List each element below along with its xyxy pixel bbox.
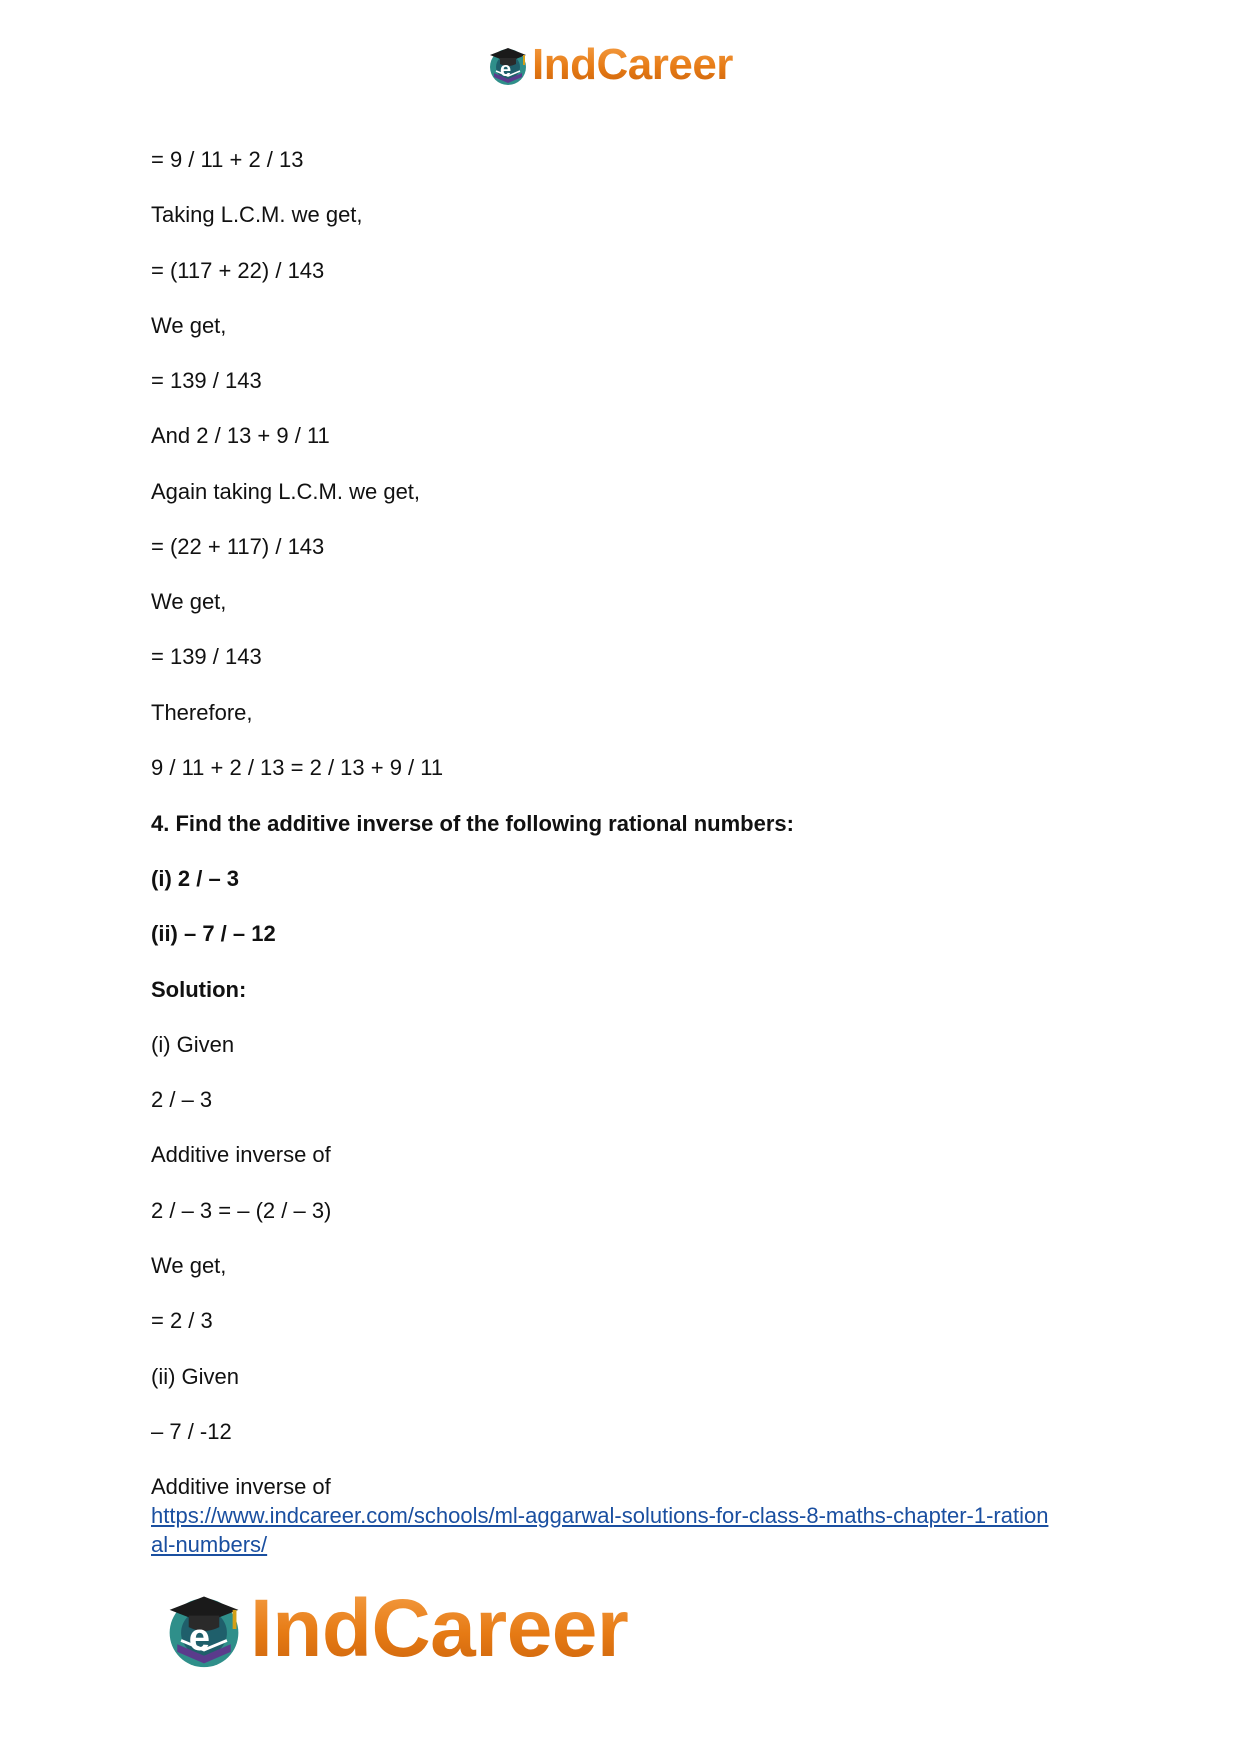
text-line: Additive inverse of	[151, 1142, 331, 1167]
text-line: We get,	[151, 313, 227, 338]
text-line: Additive inverse of	[151, 1474, 331, 1499]
text-line: Therefore,	[151, 700, 253, 725]
text-line: = 139 / 143	[151, 368, 262, 393]
text-line: = 9 / 11 + 2 / 13	[151, 147, 304, 172]
question-part: (i) 2 / – 3	[151, 866, 240, 891]
text-line: And 2 / 13 + 9 / 11	[151, 423, 330, 448]
text-line: 2 / – 3	[151, 1087, 213, 1112]
indcareer-logo-bottom	[162, 1584, 628, 1674]
logo-wordmark: IndCareer	[250, 1583, 629, 1674]
text-line: 9 / 11 + 2 / 13 = 2 / 13 + 9 / 11	[151, 755, 444, 780]
text-line: Again taking L.C.M. we get,	[151, 479, 421, 504]
text-line: – 7 / -12	[151, 1419, 232, 1444]
text-line: = (22 + 117) / 143	[151, 534, 325, 559]
source-link-line-1: https://www.indcareer.com/schools/ml-aggarwal-solutions-for-class-8-maths-chapter-1-ration	[151, 1503, 1049, 1528]
text-line: (i) Given	[151, 1032, 235, 1057]
text-line: We get,	[151, 589, 227, 614]
text-line: We get,	[151, 1253, 227, 1278]
source-link-line-2: al-numbers/	[151, 1532, 268, 1557]
graduation-cap-icon	[162, 1587, 246, 1671]
question-part: (ii) – 7 / – 12	[151, 921, 276, 946]
svg-text:e: e	[188, 1616, 210, 1659]
text-line: (ii) Given	[151, 1364, 240, 1389]
source-link[interactable]	[151, 1501, 1111, 1559]
text-line: Taking L.C.M. we get,	[151, 202, 363, 227]
indcareer-logo-top	[486, 40, 733, 90]
solution-label: Solution:	[151, 977, 247, 1002]
question-heading: 4. Find the additive inverse of the following rational numbers:	[151, 811, 794, 836]
logo-wordmark: IndCareer	[532, 40, 733, 89]
text-line: = 139 / 143	[151, 644, 262, 669]
text-line: 2 / – 3 = – (2 / – 3)	[151, 1198, 332, 1223]
graduation-cap-icon	[486, 43, 530, 87]
text-line: = 2 / 3	[151, 1308, 213, 1333]
text-line: = (117 + 22) / 143	[151, 258, 325, 283]
svg-text:e: e	[500, 59, 512, 81]
